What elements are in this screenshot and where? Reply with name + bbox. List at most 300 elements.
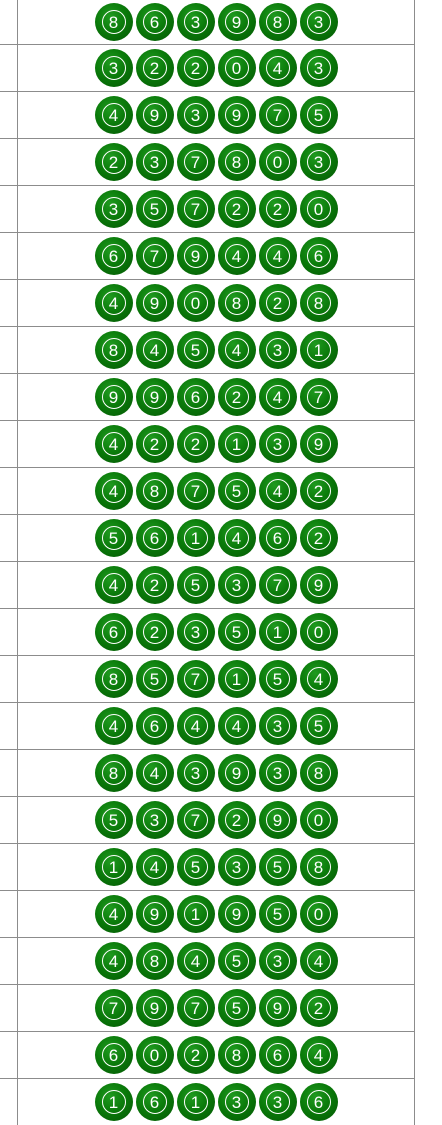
ball-digit: 4 [102,714,126,738]
ball-digit: 9 [143,996,167,1020]
number-ball [136,1036,174,1074]
ball-digit: 6 [184,385,208,409]
ball-digit: 0 [184,291,208,315]
ball-digit: 2 [143,620,167,644]
number-ball [177,49,215,87]
number-ball [218,378,256,416]
number-ball [300,190,338,228]
ball-digit: 2 [307,479,331,503]
number-ball [136,3,174,41]
ball-digit: 5 [143,667,167,691]
number-ball [136,49,174,87]
ball-digit: 6 [266,1043,290,1067]
number-ball [218,237,256,275]
table-row [0,562,415,609]
number-ball [218,942,256,980]
ball-digit: 8 [102,338,126,362]
number-ball [95,331,133,369]
ball-digit: 3 [184,103,208,127]
ball-digit: 4 [307,667,331,691]
ball-digit: 8 [225,1043,249,1067]
number-ball [136,754,174,792]
number-ball [95,942,133,980]
number-ball [218,613,256,651]
ball-digit: 4 [307,1043,331,1067]
number-ball [95,49,133,87]
ball-digit: 4 [102,103,126,127]
ball-digit: 6 [143,10,167,34]
ball-digit: 2 [225,197,249,221]
ball-digit: 6 [102,620,126,644]
number-ball [259,472,297,510]
number-ball [136,425,174,463]
number-ball [136,848,174,886]
ball-digit: 9 [225,10,249,34]
number-balls [18,143,414,181]
number-balls [18,942,414,980]
ball-digit: 9 [102,385,126,409]
draw-numbers-cell [18,985,415,1032]
number-balls [18,754,414,792]
ball-digit: 9 [143,291,167,315]
number-balls [18,49,414,87]
number-ball [259,754,297,792]
ball-digit: 1 [307,338,331,362]
ball-digit: 7 [184,667,208,691]
ball-digit: 1 [184,1090,208,1114]
ball-digit: 2 [307,996,331,1020]
number-ball [218,96,256,134]
ball-digit: 0 [225,56,249,80]
number-ball [259,989,297,1027]
ball-digit: 5 [102,808,126,832]
row-label-cell [0,0,18,45]
ball-digit: 4 [102,432,126,456]
number-ball [300,942,338,980]
number-balls [18,190,414,228]
ball-digit: 6 [307,1090,331,1114]
number-ball [95,190,133,228]
ball-digit: 9 [225,902,249,926]
number-ball [259,331,297,369]
ball-digit: 2 [225,385,249,409]
number-ball [95,237,133,275]
ball-digit: 3 [307,56,331,80]
number-ball [218,425,256,463]
ball-digit: 5 [225,620,249,644]
ball-digit: 3 [102,197,126,221]
number-ball [95,143,133,181]
number-ball [218,848,256,886]
draw-numbers-cell [18,45,415,92]
ball-digit: 0 [266,150,290,174]
number-ball [259,284,297,322]
number-ball [95,660,133,698]
ball-digit: 8 [225,150,249,174]
ball-digit: 4 [266,244,290,268]
number-ball [300,754,338,792]
ball-digit: 5 [225,949,249,973]
ball-digit: 4 [184,714,208,738]
draw-numbers-cell [18,280,415,327]
number-ball [177,566,215,604]
number-ball [300,3,338,41]
number-ball [259,49,297,87]
table-row [0,891,415,938]
number-balls [18,566,414,604]
table-row [0,327,415,374]
ball-digit: 3 [143,808,167,832]
row-label-cell [0,92,18,139]
ball-digit: 5 [307,714,331,738]
ball-digit: 8 [102,10,126,34]
ball-digit: 4 [307,949,331,973]
number-ball [136,237,174,275]
table-row [0,656,415,703]
row-label-cell [0,327,18,374]
ball-digit: 7 [184,197,208,221]
ball-digit: 0 [307,620,331,644]
ball-digit: 4 [143,855,167,879]
number-ball [177,96,215,134]
number-ball [259,190,297,228]
number-ball [95,1036,133,1074]
row-label-cell [0,750,18,797]
ball-digit: 7 [307,385,331,409]
ball-digit: 3 [184,10,208,34]
number-ball [95,801,133,839]
row-label-cell [0,656,18,703]
table-row [0,1079,415,1125]
ball-digit: 1 [225,432,249,456]
ball-digit: 9 [143,103,167,127]
number-balls [18,472,414,510]
number-ball [300,848,338,886]
number-ball [259,801,297,839]
number-ball [95,989,133,1027]
draw-numbers-cell [18,609,415,656]
ball-digit: 8 [307,291,331,315]
ball-digit: 0 [307,902,331,926]
table-row [0,421,415,468]
row-label-cell [0,186,18,233]
draw-numbers-cell [18,374,415,421]
number-ball [259,378,297,416]
ball-digit: 4 [225,526,249,550]
number-ball [259,1083,297,1121]
draw-numbers-cell [18,233,415,280]
number-ball [136,519,174,557]
number-ball [177,754,215,792]
number-ball [177,660,215,698]
ball-digit: 6 [143,714,167,738]
draw-numbers-cell [18,844,415,891]
number-ball [95,425,133,463]
ball-digit: 5 [184,855,208,879]
table-row [0,703,415,750]
number-ball [136,472,174,510]
number-ball [136,284,174,322]
table-row [0,92,415,139]
number-balls [18,1036,414,1074]
number-ball [300,49,338,87]
ball-digit: 8 [143,479,167,503]
ball-digit: 4 [102,949,126,973]
number-ball [136,378,174,416]
row-label-cell [0,139,18,186]
number-ball [95,284,133,322]
draw-numbers-cell [18,703,415,750]
ball-digit: 4 [225,244,249,268]
row-label-cell [0,797,18,844]
ball-digit: 8 [307,855,331,879]
number-ball [136,1083,174,1121]
number-ball [136,96,174,134]
ball-digit: 5 [266,855,290,879]
ball-digit: 1 [102,855,126,879]
number-ball [300,613,338,651]
number-ball [259,613,297,651]
ball-digit: 4 [143,338,167,362]
number-ball [136,143,174,181]
ball-digit: 9 [143,385,167,409]
ball-digit: 4 [184,949,208,973]
ball-digit: 3 [184,620,208,644]
ball-digit: 9 [266,996,290,1020]
ball-digit: 2 [184,432,208,456]
ball-digit: 2 [143,573,167,597]
number-ball [177,3,215,41]
number-balls [18,1083,414,1121]
ball-digit: 7 [102,996,126,1020]
number-balls [18,660,414,698]
number-balls [18,3,414,41]
ball-digit: 5 [143,197,167,221]
number-ball [95,613,133,651]
table-row [0,139,415,186]
ball-digit: 0 [143,1043,167,1067]
row-label-cell [0,280,18,327]
draw-numbers-cell [18,92,415,139]
row-label-cell [0,703,18,750]
ball-digit: 3 [266,714,290,738]
draw-numbers-cell [18,1079,415,1125]
ball-digit: 2 [143,432,167,456]
number-ball [300,801,338,839]
ball-digit: 4 [143,761,167,785]
number-ball [136,989,174,1027]
number-balls [18,989,414,1027]
ball-digit: 4 [102,291,126,315]
number-ball [259,566,297,604]
ball-digit: 3 [102,56,126,80]
number-ball [136,707,174,745]
ball-digit: 9 [225,103,249,127]
ball-digit: 2 [225,808,249,832]
number-ball [177,707,215,745]
table-row [0,45,415,92]
ball-digit: 2 [143,56,167,80]
number-ball [218,331,256,369]
ball-digit: 9 [266,808,290,832]
number-ball [300,378,338,416]
number-ball [300,660,338,698]
number-ball [259,519,297,557]
number-ball [177,378,215,416]
number-balls [18,848,414,886]
number-ball [300,1083,338,1121]
ball-digit: 1 [266,620,290,644]
row-label-cell [0,421,18,468]
number-ball [218,660,256,698]
ball-digit: 5 [225,996,249,1020]
number-balls [18,707,414,745]
table-row [0,609,415,656]
table-row [0,468,415,515]
number-ball [177,801,215,839]
number-ball [95,472,133,510]
ball-digit: 8 [102,761,126,785]
number-ball [218,754,256,792]
draw-numbers-cell [18,421,415,468]
draw-numbers-cell [18,327,415,374]
number-ball [259,942,297,980]
ball-digit: 2 [184,56,208,80]
number-ball [95,378,133,416]
ball-digit: 2 [266,197,290,221]
number-ball [177,331,215,369]
ball-digit: 5 [102,526,126,550]
number-ball [300,566,338,604]
ball-digit: 3 [266,338,290,362]
ball-digit: 4 [225,714,249,738]
table-row [0,985,415,1032]
number-balls [18,801,414,839]
ball-digit: 8 [307,761,331,785]
ball-digit: 8 [102,667,126,691]
ball-digit: 3 [184,761,208,785]
ball-digit: 8 [143,949,167,973]
number-ball [300,519,338,557]
number-ball [95,3,133,41]
ball-digit: 3 [225,855,249,879]
row-label-cell [0,233,18,280]
ball-digit: 6 [143,1090,167,1114]
row-label-cell [0,562,18,609]
number-balls [18,331,414,369]
number-ball [259,96,297,134]
number-ball [136,190,174,228]
draw-numbers-cell [18,186,415,233]
ball-digit: 7 [266,573,290,597]
draw-numbers-cell [18,0,415,45]
number-ball [259,660,297,698]
number-ball [177,1083,215,1121]
ball-digit: 9 [225,761,249,785]
number-ball [95,96,133,134]
ball-digit: 2 [184,1043,208,1067]
number-ball [259,895,297,933]
number-ball [95,1083,133,1121]
number-ball [177,425,215,463]
number-ball [136,566,174,604]
ball-digit: 1 [184,526,208,550]
row-label-cell [0,374,18,421]
ball-digit: 4 [266,56,290,80]
number-ball [300,707,338,745]
number-balls [18,378,414,416]
table-row [0,233,415,280]
row-label-cell [0,609,18,656]
number-ball [177,895,215,933]
draw-numbers-cell [18,656,415,703]
draw-numbers-cell [18,139,415,186]
number-ball [300,284,338,322]
number-ball [218,519,256,557]
number-ball [300,1036,338,1074]
ball-digit: 4 [266,479,290,503]
ball-digit: 7 [184,996,208,1020]
row-label-cell [0,515,18,562]
ball-digit: 3 [266,432,290,456]
number-ball [300,96,338,134]
draw-numbers-cell [18,515,415,562]
number-balls [18,613,414,651]
row-label-cell [0,891,18,938]
ball-digit: 7 [266,103,290,127]
table-row [0,1032,415,1079]
number-ball [218,284,256,322]
ball-digit: 1 [184,902,208,926]
number-ball [300,143,338,181]
ball-digit: 5 [184,338,208,362]
row-label-cell [0,938,18,985]
number-ball [95,895,133,933]
number-ball [177,519,215,557]
number-ball [177,472,215,510]
number-balls [18,237,414,275]
ball-digit: 3 [143,150,167,174]
number-ball [177,989,215,1027]
table-row [0,938,415,985]
table-row [0,797,415,844]
number-ball [218,143,256,181]
number-ball [218,989,256,1027]
number-ball [218,566,256,604]
draw-numbers-cell [18,797,415,844]
draw-numbers-cell [18,468,415,515]
number-ball [177,942,215,980]
number-ball [136,895,174,933]
number-ball [177,613,215,651]
number-ball [95,848,133,886]
number-ball [259,1036,297,1074]
number-ball [136,801,174,839]
number-ball [300,989,338,1027]
ball-digit: 6 [143,526,167,550]
draw-numbers-cell [18,562,415,609]
ball-digit: 6 [102,244,126,268]
number-ball [218,1036,256,1074]
ball-digit: 7 [184,150,208,174]
number-ball [177,1036,215,1074]
number-ball [218,707,256,745]
ball-digit: 9 [143,902,167,926]
number-ball [259,143,297,181]
number-ball [300,472,338,510]
ball-digit: 3 [266,761,290,785]
number-ball [95,754,133,792]
